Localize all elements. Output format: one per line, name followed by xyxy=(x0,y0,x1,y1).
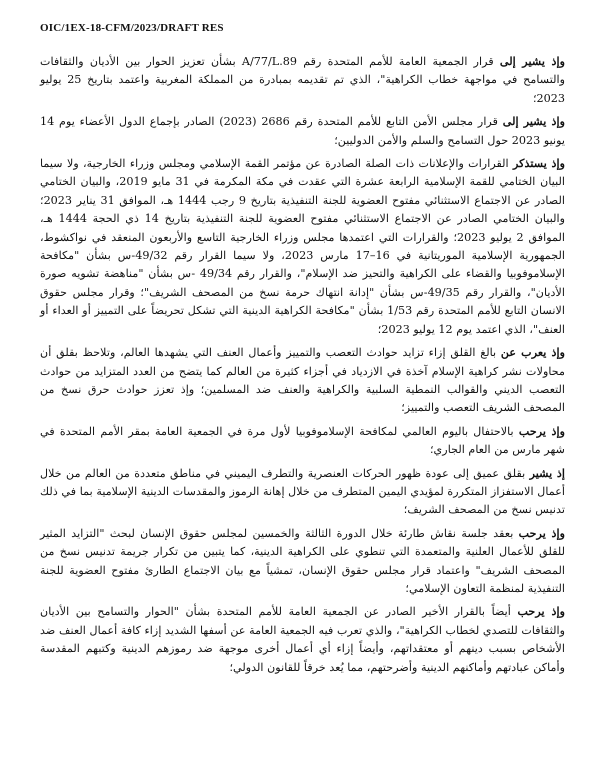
paragraph-text: بالاحتفال باليوم العالمي لمكافحة الإسلاموفوبيا لأول مرة في الجمعية العامة بمقر الأمم المتحدة في شهر مارس من العام الجاري؛ xyxy=(40,424,565,457)
document-reference: OIC/1EX-18-CFM/2023/DRAFT RES xyxy=(40,22,224,34)
paragraph-lead: وإذ يشير إلى xyxy=(502,114,565,129)
paragraph-text: قرار الجمعية العامة للأمم المتحدة رقم A/77/L.89 بشأن تعزيز الحوار بين الأديان والثقافات والتسامح في مواجهة خطاب الكراهية"، الذي تم تقديمه بمبادرة من المملكة المغربية واعتمد بتاريخ 25 يوليو 2023؛ xyxy=(40,55,566,105)
preamble-paragraph xyxy=(40,112,565,150)
paragraph-text: أيضاً بالقرار الأخير الصادر عن الجمعية العامة للأمم المتحدة بشأن "الحوار والتسامح بين الأديان والثقافات للتصدي لخطاب الكراهية"، والذي تعرب فيه الجمعية العامة عن أسفها الشديد إزاء كافة أعمال العنف ضد الأشخاص بسبب دينهم أو معتقداتهم، وأيضاً إزاء أي أعمال أخرى موجهة ضد رموزهم الدينية وكتبهم المقدسة وأماكن عبادتهم وأماكنهم الدينية وأضرحتهم، مما يُعد خرقاً للقانون الدولي؛ xyxy=(40,605,565,674)
preamble-paragraph xyxy=(40,154,565,339)
paragraph-text: القرارات والإعلانات ذات الصلة الصادرة عن مؤتمر القمة الإسلامي ومجلس وزراء الخارجية، ولا سيما البيان الختامي للقمة الإسلامية الرابعة عشرة التي عقدت في مكة المكرمة في 31 مايو 2019، والبيان الختامي الصادر عن الاجتماع الاستثنائي مفتوح العضوية للجنة التنفيذية بتاريخ 9 رجب 1444 هـ، الموافق 31 يناير 2023؛ والبيان الختامي الصادر عن الاجتماع الاستثنائي مفتوح العضوية للجنة التنفيذية بتاريخ 14 ذي الحجة 1444 هـ، الموافق 2 يوليو 2023؛ والقرارات التي اعتمدها مجلس وزراء الخارجية التاسع والأربعون المنعقد في نواكشوط، الجمهورية الإسلامية الموريتانية في 16–17 مارس 2023، ولا سيما القرار رقم 49/32-س بشأن "مكافحة الإسلاموفوبيا والقضاء على الكراهية والتحيز ضد الإسلام"، والقرار رقم 49/34 -س بشأن "مناهضة تشويه صورة الأديان"، والقرار رقم 49/35-س بشأن "إدانة انتهاك حرمة نسخ من المصحف الشريف"؛ وقرار مجلس حقوق الانسان التابع للأمم المتحدة رقم 1/53 بشأن "مكافحة الكراهية الدينية التي تشكل تحريضاً على التمييز أو العداء أو العنف"، الذي اعتمد يوم 12 يوليو 2023؛ xyxy=(40,157,566,336)
preamble-paragraph xyxy=(40,52,565,108)
preamble-paragraph xyxy=(40,343,565,418)
preamble-paragraph xyxy=(40,422,565,460)
paragraph-lead: وإذ يستذكر xyxy=(513,156,565,171)
paragraph-text: بالغ القلق إزاء تزايد حوادث التعصب والتمييز وأعمال العنف التي يشهدها العالم، وتلاحظ بقلق أن محاولات نشر كراهية الإسلام آخذة في الازدياد في أجزاء كثيرة من العالم كما يتضح من العدد المتزايد من حوادث التعصب الديني والقوالب النمطية السلبية والكراهية والعنف ضد المسلمين؛ وإذ تعزز حوادث حرق نسخ من المصحف الشريف التعصب والتمييز؛ xyxy=(40,346,565,415)
preamble-paragraph xyxy=(40,524,565,599)
paragraph-text: بقلق عميق إلى عودة ظهور الحركات العنصرية والتطرف اليميني في مناطق متعددة من العالم من خلال أعمال الاستفزاز المتكررة لمؤيدي اليمين المتطرف من خلال إهانة الرموز والمقدسات الدينية الإسلامية بما في ذلك تدنيس نسخ من المصحف الشريف؛ xyxy=(40,466,565,517)
paragraph-text: قرار مجلس الأمن التابع للأمم المتحدة رقم 2686 (2023) الصادر بإجماع الدول الأعضاء يوم 14 يونيو 2023 حول التسامح والسلم والأمن الدوليين؛ xyxy=(40,115,565,147)
paragraph-lead: وإذ يرحب xyxy=(518,525,565,540)
paragraph-text: بعقد جلسة نقاش طارئة خلال الدورة الثالثة والخمسين لمجلس حقوق الإنسان لبحث "التزايد المثير للقلق للأعمال العلنية والمتعمدة التي تنطوي على الكراهية الدينية، كما يتبين من تكرار جريمة تدنيس نسخ من المصحف الشريف" واعتماد قرار مجلس حقوق الإنسان، تمشياً مع بيان الاجتماع الطارئ مفتوح العضوية للجنة التنفيذية لمنظمة التعاون الإسلامي؛ xyxy=(40,526,565,595)
preamble-paragraph xyxy=(40,464,565,520)
paragraph-lead: وإذ يشير إلى xyxy=(499,54,566,68)
paragraph-lead: إذ يشير xyxy=(529,465,565,480)
preamble-paragraph xyxy=(40,602,565,677)
paragraph-lead: وإذ يرحب xyxy=(518,423,566,438)
paragraph-lead: وإذ يعرب عن xyxy=(500,345,565,360)
resolution-body xyxy=(40,52,565,677)
paragraph-lead: وإذ يرحب xyxy=(517,604,565,619)
